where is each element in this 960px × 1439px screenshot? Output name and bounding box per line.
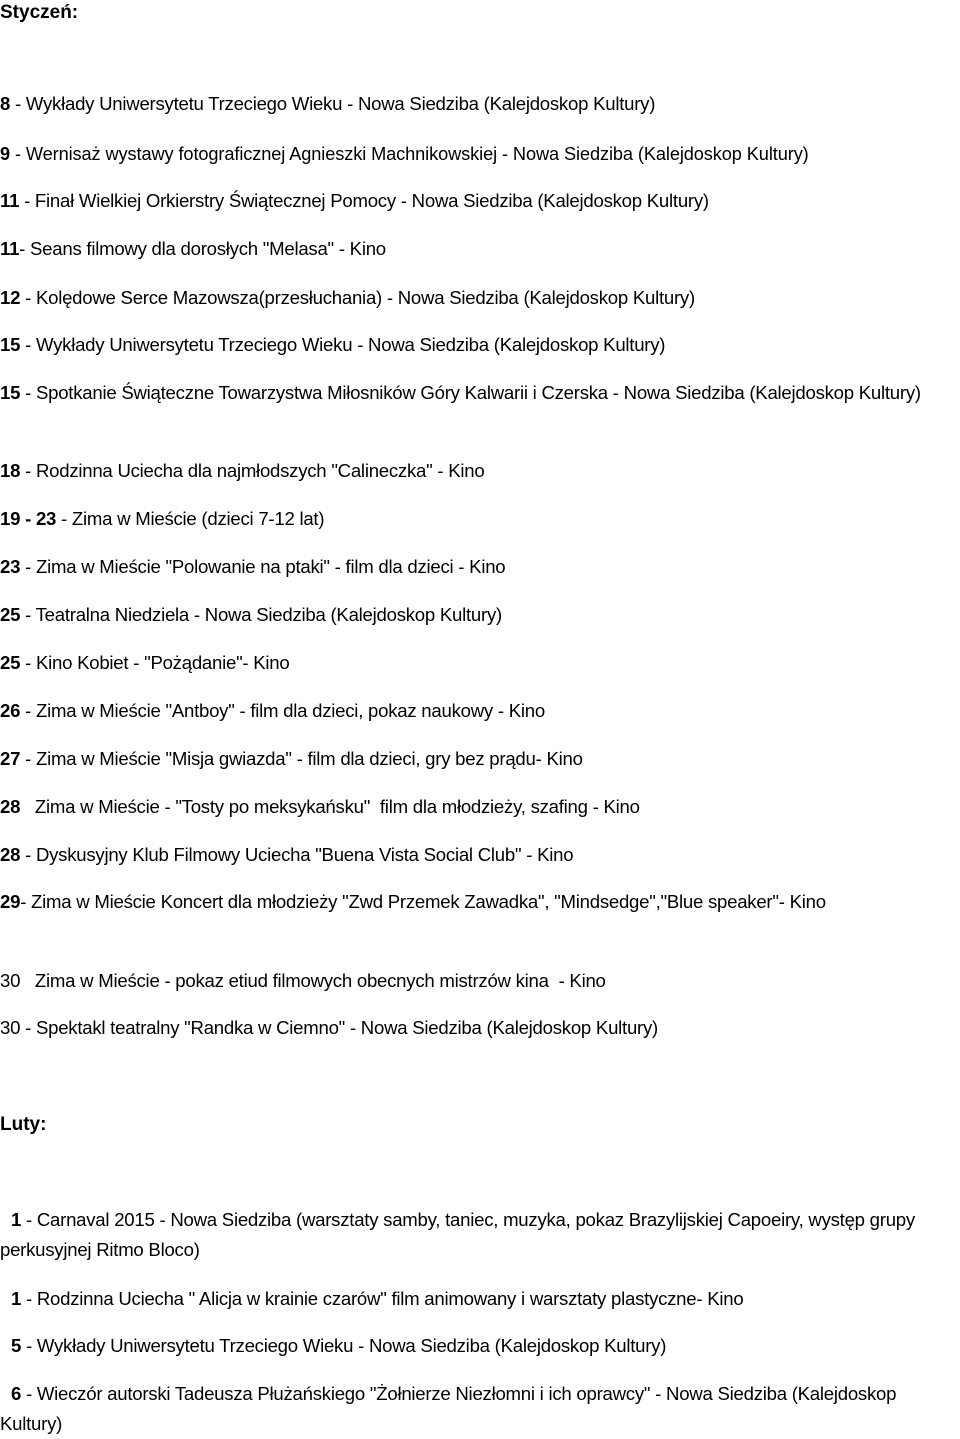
event-description: - Zima w Mieście "Misja gwiazda" - film dla dzieci, gry bez prądu- Kino bbox=[20, 748, 583, 769]
event-description: - Wykłady Uniwersytetu Trzeciego Wieku - Nowa Siedziba (Kalejdoskop Kultury) bbox=[20, 334, 666, 355]
month-heading-february: Luty: bbox=[0, 1114, 47, 1135]
event-day: 15 bbox=[0, 334, 21, 355]
event-description: - Carnaval 2015 - Nowa Siedziba (warsztaty samby, taniec, muzyka, pokaz Brazylijskiej Capoeiry, występ grupy perkusyjnej Ritmo Bloco) bbox=[0, 1209, 915, 1260]
event-description: - Rodzinna Uciecha " Alicja w krainie czarów" film animowany i warsztaty plastyczne- Kino bbox=[21, 1288, 744, 1309]
event-description: - Dyskusyjny Klub Filmowy Uciecha "Buena Vista Social Club" - Kino bbox=[20, 844, 574, 865]
event-entry bbox=[0, 887, 958, 917]
event-entry bbox=[0, 89, 958, 119]
event-entry bbox=[0, 840, 958, 870]
event-day: 15 bbox=[0, 382, 21, 403]
event-entry bbox=[0, 648, 958, 678]
event-description: 30 - Spektakl teatralny "Randka w Ciemno" - Nowa Siedziba (Kalejdoskop Kultury) bbox=[0, 1017, 658, 1038]
event-description: - Wykłady Uniwersytetu Trzeciego Wieku - Nowa Siedziba (Kalejdoskop Kultury) bbox=[10, 93, 656, 114]
event-entry bbox=[0, 378, 958, 408]
event-description: - Zima w Mieście "Polowanie na ptaki" - film dla dzieci - Kino bbox=[20, 556, 506, 577]
event-description: - Kino Kobiet - "Pożądanie"- Kino bbox=[20, 652, 290, 673]
event-description: - Spotkanie Świąteczne Towarzystwa Miłosników Góry Kalwarii i Czerska - Nowa Siedziba (Kalejdoskop Kultury) bbox=[20, 382, 921, 403]
event-entry bbox=[0, 552, 958, 582]
event-day: 28 bbox=[0, 844, 21, 865]
event-entry bbox=[0, 744, 958, 774]
event-day: 8 bbox=[0, 93, 11, 114]
event-description: - Zima w Mieście (dzieci 7-12 lat) bbox=[56, 508, 325, 529]
event-entry bbox=[0, 456, 958, 486]
event-description: - Seans filmowy dla dorosłych "Melasa" - Kino bbox=[19, 238, 386, 259]
event-description: - Wykłady Uniwersytetu Trzeciego Wieku - Nowa Siedziba (Kalejdoskop Kultury) bbox=[21, 1335, 667, 1356]
event-description: - Wieczór autorski Tadeusza Płużańskiego "Żołnierze Niezłomni i ich oprawcy" - Nowa Siedziba (Kalejdoskop Kultury) bbox=[0, 1383, 897, 1434]
event-entry bbox=[0, 504, 958, 534]
event-description: - Teatralna Niedziela - Nowa Siedziba (Kalejdoskop Kultury) bbox=[20, 604, 502, 625]
event-entry bbox=[0, 1205, 958, 1265]
event-description: - Kolędowe Serce Mazowsza(przesłuchania) - Nowa Siedziba (Kalejdoskop Kultury) bbox=[20, 287, 695, 308]
event-day: 5 bbox=[11, 1335, 22, 1356]
month-heading-january: Styczeń: bbox=[0, 2, 79, 23]
event-day: 6 bbox=[11, 1383, 22, 1404]
event-day: 25 bbox=[0, 604, 21, 625]
event-day: 1 bbox=[11, 1288, 22, 1309]
event-description: - Zima w Mieście "Antboy" - film dla dzieci, pokaz naukowy - Kino bbox=[20, 700, 545, 721]
event-day: 27 bbox=[0, 748, 21, 769]
event-entry bbox=[0, 1331, 958, 1361]
event-day: 25 bbox=[0, 652, 21, 673]
event-entry bbox=[0, 330, 958, 360]
event-day: 29 bbox=[0, 891, 21, 912]
event-entry bbox=[0, 283, 958, 313]
event-description: - Finał Wielkiej Orkierstry Świątecznej Pomocy - Nowa Siedziba (Kalejdoskop Kultury) bbox=[19, 190, 709, 211]
event-description: Zima w Mieście - "Tosty po meksykańsku" film dla młodzieży, szafing - Kino bbox=[20, 796, 640, 817]
event-day: 28 bbox=[0, 796, 21, 817]
event-entry bbox=[0, 1284, 958, 1314]
event-day: 18 bbox=[0, 460, 21, 481]
event-day: 1 bbox=[11, 1209, 22, 1230]
event-day: 19 - 23 bbox=[0, 508, 57, 529]
event-description: - Wernisaż wystawy fotograficznej Agnieszki Machnikowskiej - Nowa Siedziba (Kalejdoskop Kultury) bbox=[10, 144, 809, 164]
event-entry bbox=[0, 186, 958, 216]
event-entry bbox=[0, 234, 958, 264]
event-entry bbox=[0, 696, 958, 726]
event-entry bbox=[0, 600, 958, 630]
event-entry bbox=[0, 966, 958, 996]
event-description: 30 Zima w Mieście - pokaz etiud filmowych obecnych mistrzów kina - Kino bbox=[0, 970, 606, 991]
event-day: 9 bbox=[0, 144, 11, 164]
event-entry bbox=[0, 139, 958, 169]
event-description: - Zima w Mieście Koncert dla młodzieży "Zwd Przemek Zawadka", "Mindsedge","Blue speaker"- Kino bbox=[20, 891, 826, 912]
event-day: 12 bbox=[0, 287, 21, 308]
event-day: 11 bbox=[0, 190, 20, 211]
event-entry bbox=[0, 1379, 958, 1439]
event-day: 23 bbox=[0, 556, 21, 577]
event-description: - Rodzinna Uciecha dla najmłodszych "Calineczka" - Kino bbox=[20, 460, 485, 481]
event-entry bbox=[0, 792, 958, 822]
event-day: 26 bbox=[0, 700, 21, 721]
event-entry bbox=[0, 1013, 958, 1043]
event-day: 11 bbox=[0, 238, 20, 259]
